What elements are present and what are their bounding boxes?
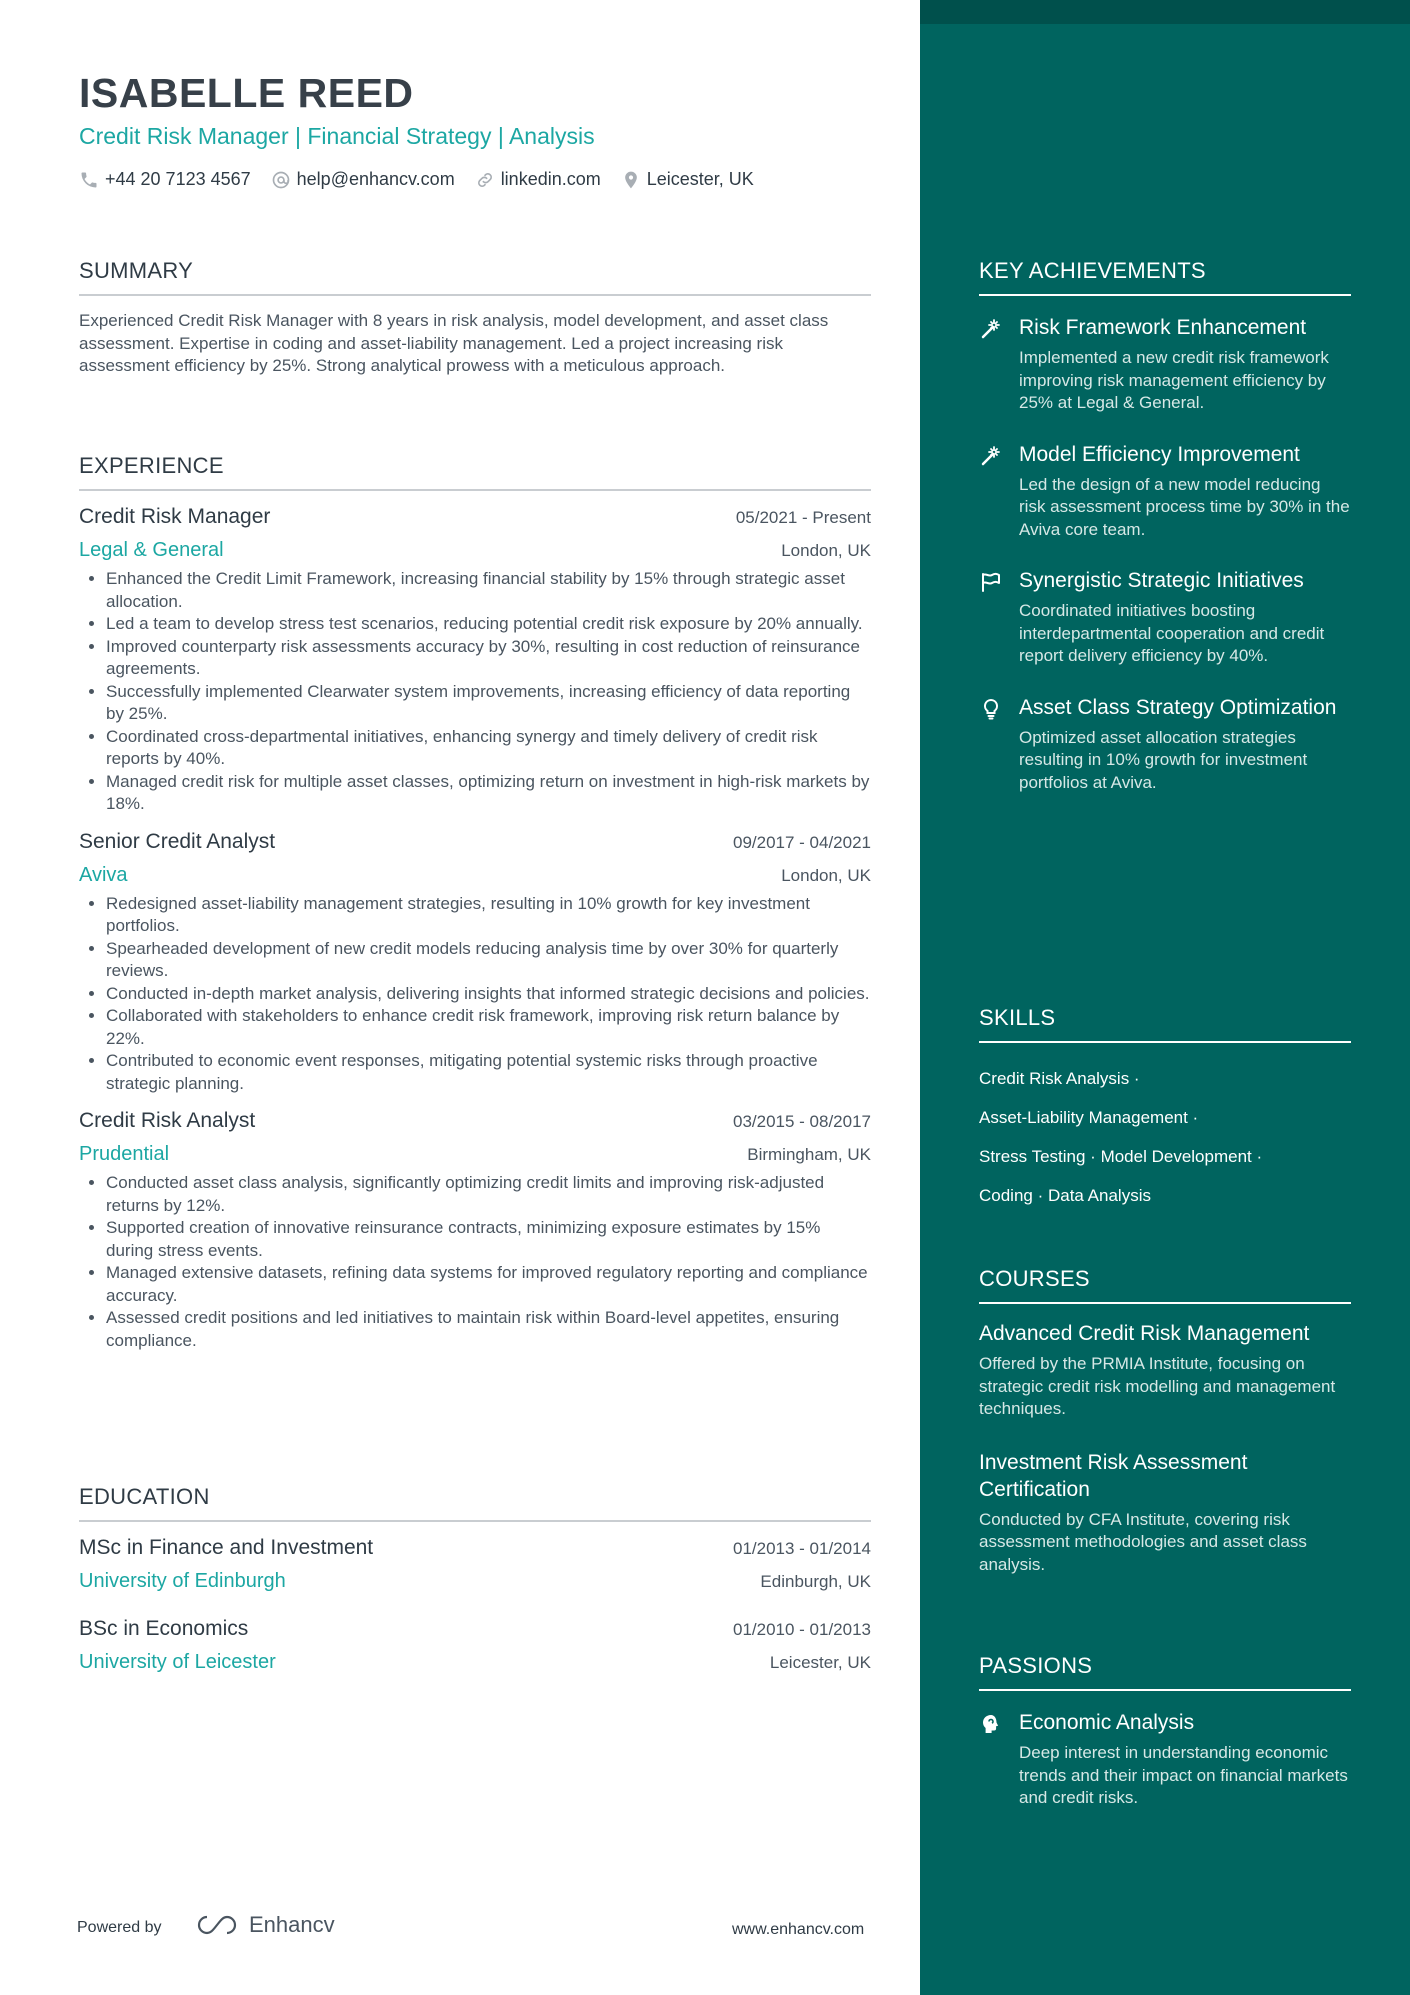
passion-title: Economic Analysis [1019, 1711, 1195, 1734]
at-icon [271, 170, 291, 190]
education-entry [79, 1536, 871, 1593]
courses-heading: COURSES [979, 1266, 1351, 1304]
achievement-desc: Coordinated initiatives boosting interdepartmental cooperation and credit report delivery efficiency by 40%. [1019, 601, 1325, 665]
bullet-item: • Enhanced the Credit Limit Framework, increasing financial stability by 15% through strategic asset allocation. [106, 568, 871, 613]
bullet-item: • Coordinated cross-departmental initiatives, enhancing synergy and timely delivery of credit risk reports by 40%. [106, 726, 871, 771]
achievement-desc: Optimized asset allocation strategies resulting in 10% growth for investment portfolios at Aviva. [1019, 727, 1308, 792]
summary-heading: SUMMARY [79, 258, 871, 296]
experience-section [79, 453, 871, 1352]
job-title: Senior Credit Analyst [79, 829, 276, 853]
job-entry [79, 505, 871, 816]
education-entry [79, 1617, 871, 1674]
bullet-item: • Successfully implemented Clearwater system improvements, increasing efficiency of data reporting by 25%. [106, 681, 871, 726]
skill-line: Credit Risk Analysis · [979, 1069, 1140, 1088]
achievement-title: Synergistic Strategic Initiatives [1019, 569, 1304, 592]
education-dates: 01/2010 - 01/2013 [732, 1620, 871, 1639]
job-company: Aviva [79, 863, 128, 886]
passion-desc: Deep interest in understanding economic trends and their impact on financial markets and credit risks. [1019, 1743, 1348, 1807]
contact-email-text: help@enhancv.com [296, 169, 455, 189]
contact-phone-text: +44 20 7123 4567 [105, 169, 251, 189]
flag-icon [979, 570, 1003, 594]
contact-location [621, 169, 754, 190]
experience-heading: EXPERIENCE [79, 453, 871, 491]
achievements-section [979, 258, 1351, 794]
school-name: University of Leicester [79, 1651, 276, 1673]
job-title: Credit Risk Analyst [79, 1109, 256, 1132]
sidebar-column [920, 0, 1410, 1995]
degree-title: BSc in Economics [79, 1617, 249, 1640]
bullet-item: • Managed extensive datasets, refining data systems for improved regulatory reporting and compliance accuracy. [106, 1262, 871, 1307]
passion-item [979, 1709, 1351, 1810]
wand-icon [979, 444, 1003, 468]
education-heading: EDUCATION [79, 1484, 871, 1522]
job-bullets [79, 568, 871, 816]
contact-location-text: Leicester, UK [646, 169, 754, 189]
bullet-item: • Contributed to economic event responses, mitigating potential systemic risks through proactive strategic planning. [106, 1050, 871, 1095]
job-bullets [79, 1172, 871, 1352]
contact-email[interactable] [271, 169, 455, 190]
bullet-item: • Spearheaded development of new credit models reducing analysis time by over 30% for quarterly reviews. [106, 938, 871, 983]
course-title: Advanced Credit Risk Management [979, 1322, 1310, 1345]
course-title: Investment Risk Assessment Certification [979, 1450, 1248, 1501]
sidebar-top-band [920, 0, 1410, 24]
skills-section [979, 1005, 1351, 1215]
brain-icon [979, 1712, 1003, 1736]
contact-linkedin-text: linkedin.com [500, 169, 601, 189]
bullet-item: • Conducted in-depth market analysis, delivering insights that informed strategic decisions and policies. [106, 983, 871, 1006]
job-company: Prudential [79, 1143, 170, 1165]
passions-section [979, 1653, 1351, 1810]
enhancv-logo-text: Enhancv [249, 1912, 335, 1937]
bullet-item: • Collaborated with stakeholders to enhance credit risk framework, improving risk return balance by 22%. [106, 1005, 871, 1050]
job-location: London, UK [781, 865, 871, 885]
wand-icon [979, 317, 1003, 341]
achievement-desc: Led the design of a new model reducing risk assessment process time by 30% in the Aviva core team. [1019, 474, 1350, 539]
achievements-heading: KEY ACHIEVEMENTS [979, 258, 1351, 296]
bullet-item: • Supported creation of innovative reinsurance contracts, minimizing exposure estimates by 15% during stress events. [106, 1217, 871, 1262]
skill-line: Coding · Data Analysis [979, 1186, 1151, 1205]
achievement-desc: Implemented a new credit risk framework improving risk management efficiency by 25% at Legal & General. [1019, 348, 1329, 412]
course-desc: Conducted by CFA Institute, covering risk assessment methodologies and asset class analysis. [979, 1509, 1307, 1574]
job-bullets [79, 893, 871, 1096]
candidate-name: ISABELLE REED [79, 70, 414, 116]
footer-url[interactable]: www.enhancv.com [732, 1921, 865, 1938]
school-name: University of Edinburgh [79, 1570, 286, 1592]
enhancv-logo-icon [195, 1913, 241, 1937]
education-dates: 01/2013 - 01/2014 [732, 1539, 871, 1558]
enhancv-logo[interactable] [195, 1912, 335, 1938]
contact-bar [79, 169, 754, 190]
achievement-item [979, 441, 1351, 542]
job-company: Legal & General [79, 539, 224, 561]
achievement-item [979, 567, 1351, 668]
achievement-title: Model Efficiency Improvement [1019, 442, 1300, 466]
passions-heading: PASSIONS [979, 1653, 1351, 1691]
school-location: Edinburgh, UK [760, 1572, 871, 1591]
courses-section [979, 1266, 1351, 1576]
skill-line: Stress Testing · Model Development · [979, 1147, 1263, 1166]
candidate-tagline: Credit Risk Manager | Financial Strategy | Analysis [79, 123, 595, 149]
job-dates: 09/2017 - 04/2021 [732, 832, 871, 852]
job-title: Credit Risk Manager [79, 505, 271, 528]
course-desc: Offered by the PRMIA Institute, focusing on strategic credit risk modelling and management techniques. [979, 1354, 1336, 1418]
job-entry [79, 1109, 871, 1352]
summary-section [79, 258, 871, 378]
job-entry [79, 830, 871, 1096]
skills-list [979, 1059, 1351, 1215]
skill-line: Asset-Liability Management · [979, 1108, 1199, 1127]
job-dates: 05/2021 - Present [735, 508, 871, 527]
skills-heading: SKILLS [979, 1005, 1351, 1043]
location-pin-icon [621, 170, 641, 190]
phone-icon [79, 170, 99, 190]
education-section [79, 1484, 871, 1674]
bullet-item: • Led a team to develop stress test scenarios, reducing potential credit risk exposure by 20% annually. [106, 613, 871, 636]
bullet-item: • Improved counterparty risk assessments accuracy by 30%, resulting in cost reduction of reinsurance agreements. [106, 636, 871, 681]
bullet-item: • Managed credit risk for multiple asset classes, optimizing return on investment in high-risk markets by 18%. [106, 771, 871, 816]
school-location: Leicester, UK [769, 1653, 871, 1672]
job-location: London, UK [781, 541, 871, 560]
achievement-title: Risk Framework Enhancement [1019, 316, 1307, 339]
summary-text: Experienced Credit Risk Manager with 8 years in risk analysis, model development, and asset class assessment. Expertise in coding and asset-liability management. Led a project increasing risk assessment efficiency by 25%. Strong analytical prowess with a meticulous approach. [79, 311, 829, 375]
contact-linkedin[interactable] [475, 169, 601, 190]
achievement-item [979, 694, 1351, 795]
contact-phone[interactable] [79, 169, 251, 190]
powered-by-label: Powered by [77, 1919, 162, 1936]
course-item [979, 1449, 1351, 1577]
bullet-item: • Redesigned asset-liability management strategies, resulting in 10% growth for key investment portfolios. [106, 893, 871, 938]
lightbulb-icon [979, 697, 1003, 721]
job-dates: 03/2015 - 08/2017 [732, 1112, 871, 1131]
link-icon [475, 170, 495, 190]
bullet-item: • Assessed credit positions and led initiatives to maintain risk within Board-level appetites, ensuring compliance. [106, 1307, 871, 1352]
course-item [979, 1320, 1351, 1421]
bullet-item: • Conducted asset class analysis, significantly optimizing credit limits and improving risk-adjusted returns by 12%. [106, 1172, 871, 1217]
degree-title: MSc in Finance and Investment [79, 1536, 374, 1559]
achievement-title: Asset Class Strategy Optimization [1019, 695, 1337, 719]
job-location: Birmingham, UK [747, 1145, 871, 1164]
achievement-item [979, 314, 1351, 415]
